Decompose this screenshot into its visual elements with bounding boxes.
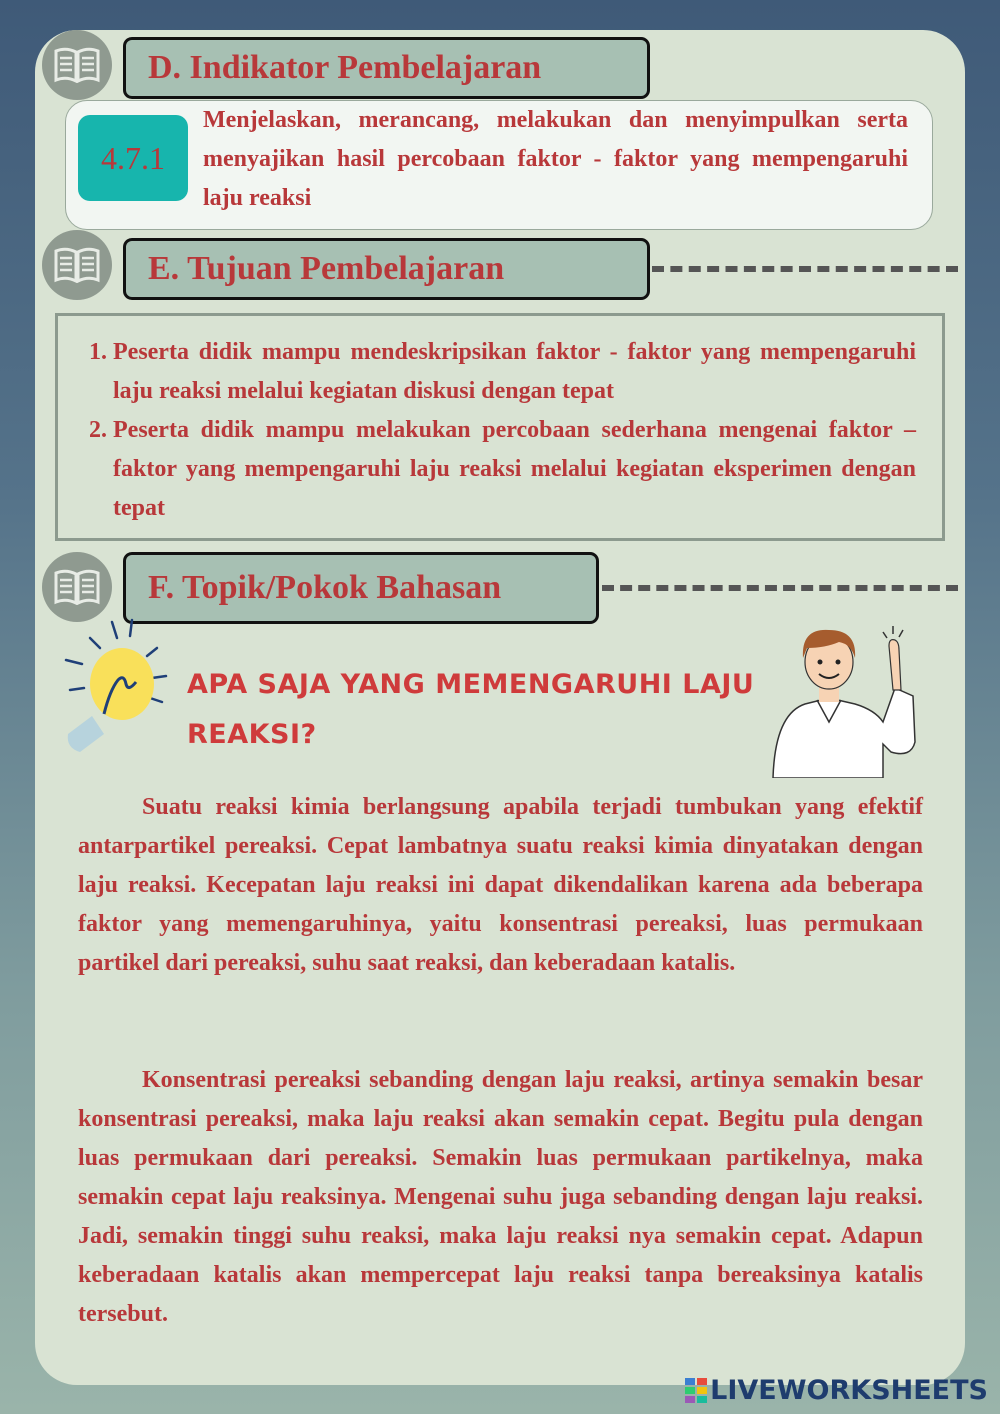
goal-number: 1.	[89, 339, 107, 365]
open-book-icon	[42, 552, 112, 622]
goal-item	[58, 411, 942, 528]
indicator-code-badge: 4.7.1	[78, 115, 188, 201]
goal-text: Peserta didik mampu melakukan percobaan sederhana mengenai faktor – faktor yang mempengaruhi laju reaksi melalui kegiatan eksperimen dengan tepat	[113, 417, 916, 521]
topic-question: APA SAJA YANG MEMENGARUHI LAJU REAKSI?	[187, 669, 755, 750]
section-heading-goals: E. Tujuan Pembelajaran	[123, 238, 650, 300]
lightbulb-icon	[62, 618, 182, 758]
goal-number: 2.	[89, 417, 107, 443]
section-heading-indicator: D. Indikator Pembelajaran	[123, 37, 650, 99]
topic-paragraph: Konsentrasi pereaksi sebanding dengan laju reaksi, artinya semakin besar konsentrasi pereaksi, maka laju reaksi akan semakin cepat. Begitu pula dengan luas permukaan dari pereaksi. Semakin luas permukaan partikelnya, maka semakin cepat laju reaksinya. Mengenai suhu juga sebanding dengan laju reaksi. Jadi, semakin tinggi suhu reaksi, maka laju reaksi nya semakin cepat. Adapun keberadaan katalis akan mempercepat laju reaksi tanpa bereaksinya katalis tersebut.	[78, 1067, 923, 1327]
goals-list	[58, 333, 942, 528]
dashed-divider	[602, 585, 958, 591]
open-book-icon	[42, 30, 112, 100]
liveworksheets-brand	[685, 1375, 988, 1406]
open-book-icon	[42, 230, 112, 300]
brand-name: LIVEWORKSHEETS	[710, 1375, 988, 1406]
liveworksheets-logo-icon	[685, 1378, 707, 1404]
goals-box	[55, 313, 945, 541]
topic-paragraph: Suatu reaksi kimia berlangsung apabila terjadi tumbukan yang efektif antarpartikel pereaksi. Cepat lambatnya suatu reaksi kimia dinyatakan dengan laju reaksi. Kecepatan laju reaksi ini dapat dikendalikan karena ada beberapa faktor yang memengaruhinya, yaitu konsentrasi pereaksi, luas permukaan partikel dari pereaksi, suhu saat reaksi, dan keberadaan katalis.	[78, 794, 923, 976]
goal-item	[58, 333, 942, 411]
goal-text: Peserta didik mampu mendeskripsikan faktor - faktor yang mempengaruhi laju reaksi melalui kegiatan diskusi dengan tepat	[113, 339, 916, 404]
dashed-divider	[652, 266, 958, 272]
pointing-person-illustration	[765, 618, 925, 778]
indicator-box	[65, 100, 933, 230]
indicator-text: Menjelaskan, merancang, melakukan dan menyimpulkan serta menyajikan hasil percobaan faktor - faktor yang mempengaruhi laju reaksi	[203, 107, 908, 211]
section-heading-topic: F. Topik/Pokok Bahasan	[123, 552, 599, 624]
